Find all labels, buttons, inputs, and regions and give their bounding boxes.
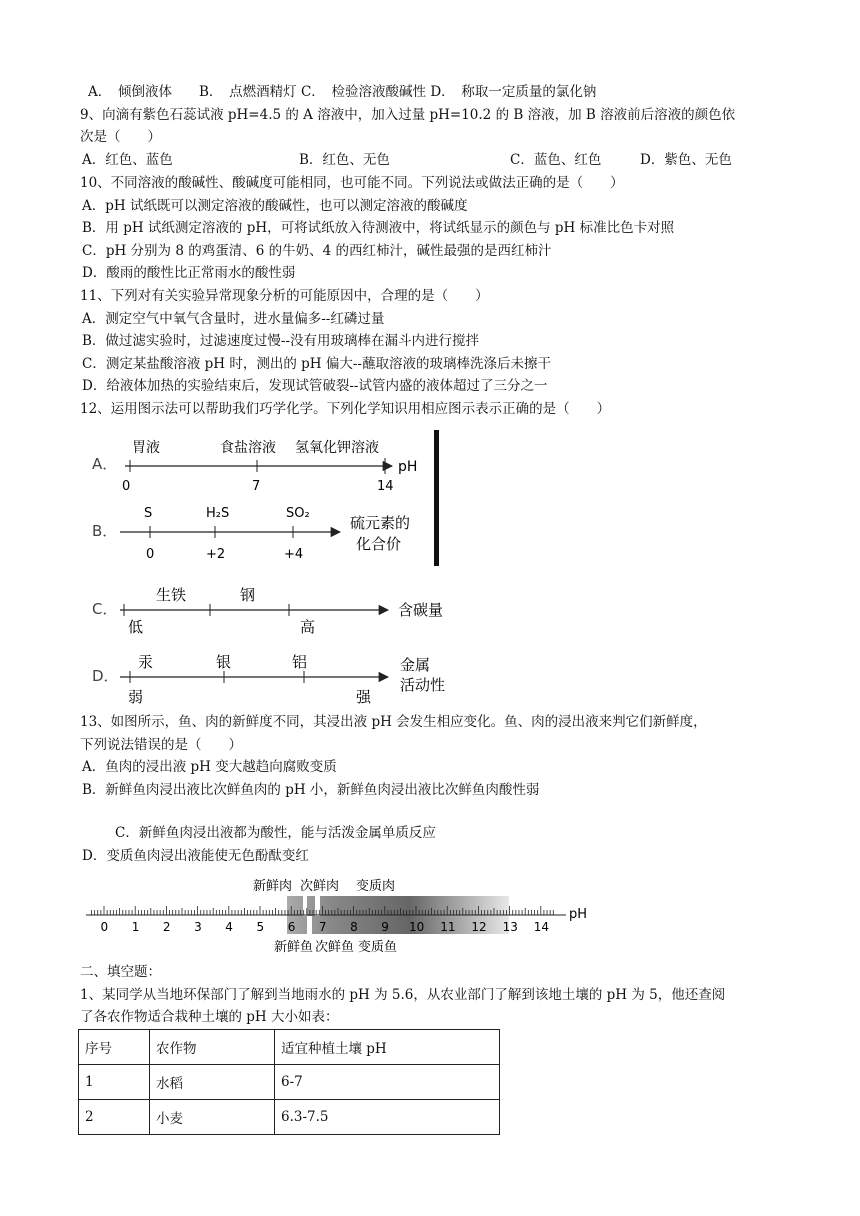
ph-tick-label: 12: [471, 920, 487, 934]
q12-b-tick-label-2: +2: [206, 547, 226, 562]
table-row: [79, 1065, 500, 1100]
ph-tick-label: 0: [100, 920, 109, 934]
q12-b-tick-label-0: 0: [146, 547, 155, 562]
table-header-cell: 适宜种植土壤 pH: [275, 1030, 500, 1065]
ph-tick-label: 13: [502, 920, 518, 934]
table-cell: 2: [79, 1100, 150, 1135]
ph-tick-label: 14: [533, 920, 550, 934]
table-cell: 水稻: [150, 1065, 275, 1100]
q12-b-axis-label-1: 硫元素的: [350, 514, 411, 532]
q12-d-low: 弱: [128, 688, 144, 706]
q12-c-low: 低: [128, 618, 144, 636]
q10-option-b: B．用 pH 试纸测定溶液的 pH，可将试纸放入待测液中，将试纸显示的颜色与 pH 标准比色卡对照: [82, 220, 675, 236]
q13-label-spoiled-fish: 变质鱼: [358, 940, 398, 955]
q13-label-sub-fresh-meat: 次鲜肉: [300, 879, 340, 894]
table-header-row: [79, 1030, 500, 1065]
q12-d-axis-label-1: 金属: [400, 656, 431, 674]
table-header-cell: 农作物: [150, 1030, 275, 1065]
q12-c-label-steel: 钢: [240, 586, 256, 604]
q12-a-axis-label: pH: [398, 459, 418, 475]
ph-tick-label: 6: [287, 920, 296, 934]
q13-label-fresh-fish: 新鲜鱼: [274, 940, 314, 955]
q12-c-high: 高: [300, 618, 316, 636]
q11-option-d: D．给液体加热的实验结束后，发现试管破裂--试管内盛的液体超过了三分之一: [82, 378, 548, 394]
table-header-cell: 序号: [79, 1030, 150, 1065]
q11-option-a: A．测定空气中氧气含量时，进水量偏多--红磷过量: [82, 311, 385, 327]
q12-a-label-koh: 氢氧化钾溶液: [295, 440, 379, 456]
crop-ph-table: [78, 1029, 500, 1135]
q12-c-axis-label: 含碳量: [398, 601, 444, 619]
q13-option-d: D．变质鱼肉浸出液能使无色酚酞变红: [82, 848, 309, 864]
q12-d-letter: D．: [92, 667, 119, 685]
q12-c-letter: C．: [92, 600, 118, 618]
q13-option-b: B．新鲜鱼肉浸出液比次鲜鱼肉的 pH 小，新鲜鱼肉浸出液比次鲜鱼肉酸性弱: [82, 782, 540, 798]
q9-stem-line2: 次是（ ）: [80, 129, 161, 145]
q13-ph-scale: [86, 878, 587, 955]
ph-tick-label: 8: [350, 920, 358, 934]
section2-q1-line1: 1、某同学从当地环保部门了解到当地雨水的 pH 为 5.6，从农业部门了解到该地土壤的 pH 为 5，他还查阅: [80, 987, 726, 1003]
ph-tick-label: 1: [131, 920, 140, 934]
q12-d-label-al: 铝: [292, 653, 308, 671]
q13-stem-line2: 下列说法错误的是（ ）: [80, 737, 242, 753]
table-row: [79, 1100, 500, 1135]
q12-b-letter: B．: [92, 522, 118, 540]
q9-option-a: A．红色、蓝色: [82, 152, 173, 168]
q11-option-b: B．做过滤实验时，过滤速度过慢--没有用玻璃棒在漏斗内进行搅拌: [82, 333, 480, 349]
q12-a-tick-label-0: 0: [122, 479, 131, 494]
q10-option-c: C．pH 分别为 8 的鸡蛋清、6 的牛奶、4 的西红柿汁，碱性最强的是西红柿汁: [82, 243, 552, 259]
q12-c-label-pig-iron: 生铁: [156, 586, 187, 604]
q12-a-tick-label-7: 7: [252, 479, 261, 494]
q13-label-fresh-meat: 新鲜肉: [253, 879, 293, 894]
q13-scale-highlight-3: [307, 916, 312, 934]
q12-b-tick-label-4: +4: [284, 547, 304, 562]
section2-title: 二、填空题：: [80, 964, 161, 980]
q12-b-axis-label-2: 化合价: [356, 535, 402, 553]
q9-option-b: B．红色、无色: [299, 152, 390, 168]
q13-stem-line1: 13、如图所示，鱼、肉的新鲜度不同，其浸出液 pH 会发生相应变化。鱼、肉的浸出液来判它们新鲜度，: [80, 714, 707, 730]
q13-option-a: A．鱼肉的浸出液 pH 变大越趋向腐败变质: [82, 759, 337, 775]
ph-tick-label: 9: [381, 920, 389, 934]
q12-d-high: 强: [356, 688, 372, 706]
q12-d-label-ag: 银: [216, 653, 232, 671]
ph-tick-label: 4: [225, 920, 233, 934]
q13-label-sub-fresh-fish: 次鲜鱼: [315, 940, 355, 955]
q10-option-a: A．pH 试纸既可以测定溶液的酸碱性，也可以测定溶液的酸碱度: [82, 198, 468, 214]
q12-a-label-salt: 食盐溶液: [220, 440, 276, 456]
q12-divider-bar: [434, 430, 439, 566]
q12-b-label-so2: SO₂: [286, 506, 310, 521]
table-cell: 6-7: [275, 1065, 500, 1100]
ph-tick-label: 3: [194, 920, 202, 934]
q10-stem: 10、不同溶液的酸碱性、酸碱度可能相同，也可能不同。下列说法或做法正确的是（ ）: [80, 175, 624, 191]
q12-a-tick-label-14: 14: [377, 479, 394, 494]
q11-option-c: C．测定某盐酸溶液 pH 时，测出的 pH 偏大--蘸取溶液的玻璃棒洗涤后未擦干: [82, 356, 551, 372]
table-cell: 6.3-7.5: [275, 1100, 500, 1135]
q12-a-letter: A．: [92, 455, 118, 473]
q12-b-label-s: S: [144, 506, 153, 521]
section2-q1-line2: 了各农作物适合栽种土壤的 pH 大小如表：: [80, 1009, 339, 1025]
q13-label-spoiled-meat: 变质肉: [356, 879, 396, 894]
q13-tick-labels: [101, 920, 550, 934]
q10-option-d: D．酸雨的酸性比正常雨水的酸性弱: [82, 265, 296, 281]
q11-stem: 11、下列对有关实验异常现象分析的可能原因中，合理的是（ ）: [80, 288, 489, 304]
q9-stem-line1: 9、向滴有紫色石蕊试液 pH=4.5 的 A 溶液中，加入过量 pH=10.2 的 B 溶液，加 B 溶液前后溶液的颜色依: [80, 107, 736, 123]
ph-tick-label: 10: [409, 920, 425, 934]
ph-tick-label: 11: [440, 920, 456, 934]
ph-tick-label: 5: [256, 920, 265, 934]
table-cell: 小麦: [150, 1100, 275, 1135]
q13-option-c: C．新鲜鱼肉浸出液都为酸性，能与活泼金属单质反应: [115, 825, 436, 841]
q9-option-d: D．紫色、无色: [640, 152, 732, 168]
q13-scale-axis-label: pH: [569, 907, 588, 922]
ph-tick-label: 7: [318, 920, 327, 934]
ph-tick-label: 2: [162, 920, 171, 934]
q12-d-label-hg: 汞: [138, 653, 154, 671]
q12-d-axis-label-2: 活动性: [400, 676, 446, 694]
q12-stem: 12、运用图示法可以帮助我们巧学化学。下列化学知识用相应图示表示正确的是（ ）: [80, 401, 611, 417]
q9-option-c: C．蓝色、红色: [510, 152, 602, 168]
q12-a-label-gastric: 胃液: [132, 440, 160, 456]
q8-options: A． 倾倒液体 B． 点燃酒精灯 C． 检验溶液酸碱性 D． 称取一定质量的氯化钠: [88, 84, 597, 100]
table-cell: 1: [79, 1065, 150, 1100]
q12-b-label-h2s: H₂S: [206, 506, 230, 521]
